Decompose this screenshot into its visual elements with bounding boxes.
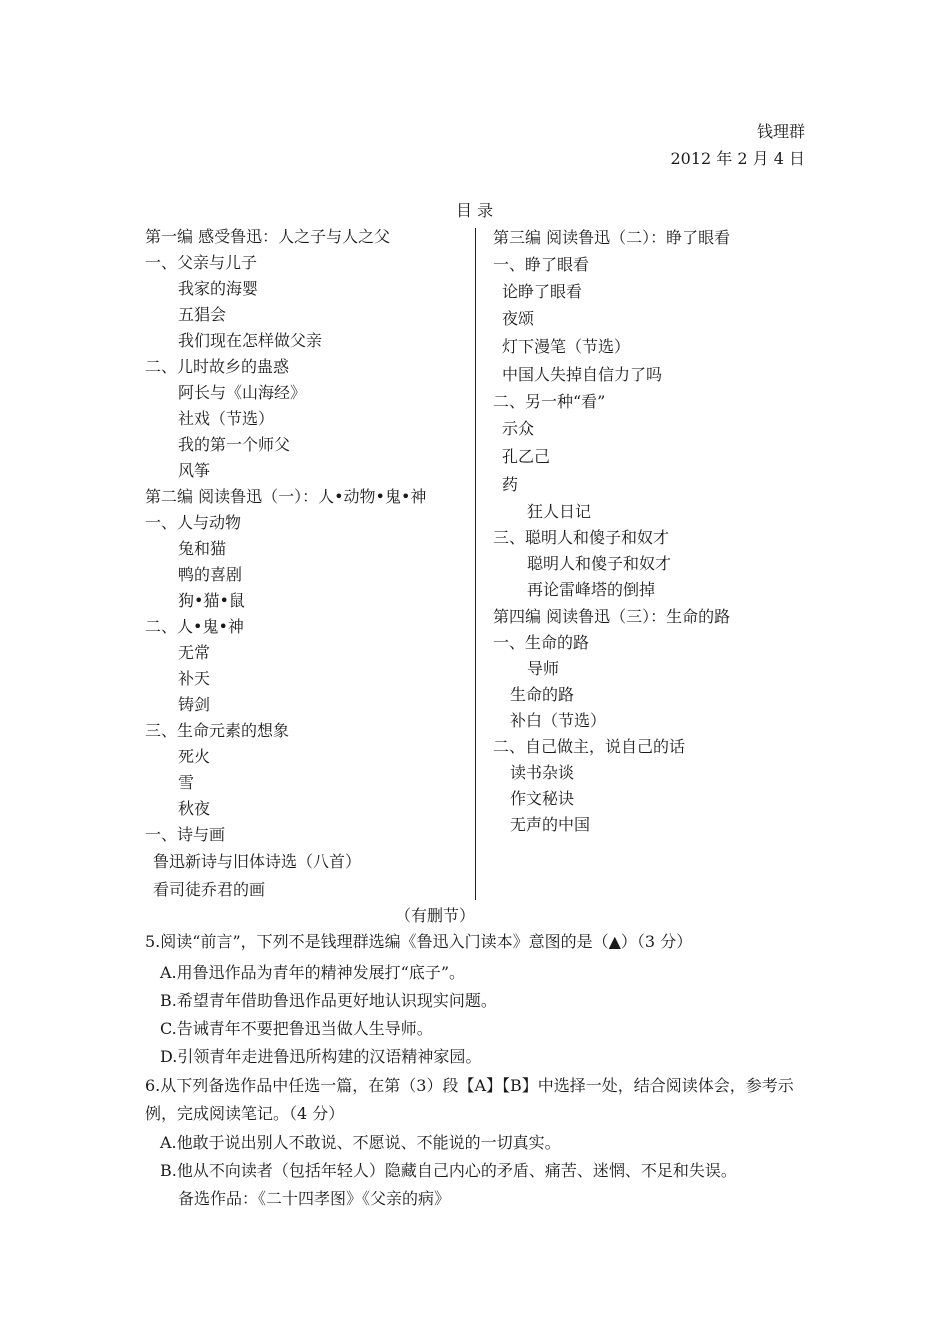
toc-entry: 雪 bbox=[178, 773, 195, 792]
toc-entry: 风筝 bbox=[178, 461, 211, 480]
question-5-stem: 5.阅读“前言”，下列不是钱理群选编《鲁迅入门读本》意图的是（▲）（3 分） bbox=[145, 932, 693, 951]
toc-part-heading: 第四编 阅读鲁迅（三）：生命的路 bbox=[493, 607, 731, 626]
toc-section: 三、聪明人和傻子和奴才 bbox=[493, 528, 670, 547]
toc-entry: 我们现在怎样做父亲 bbox=[178, 331, 323, 350]
toc-part-heading: 第二编 阅读鲁迅（一）：人•动物•鬼•神 bbox=[145, 487, 427, 506]
toc-entry: 孔乙己 bbox=[502, 447, 551, 466]
toc-entry: 铸剑 bbox=[178, 695, 211, 714]
toc-entry: 无常 bbox=[178, 643, 211, 662]
toc-entry: 兔和猫 bbox=[178, 539, 227, 558]
toc-entry: 灯下漫笔（节选） bbox=[502, 337, 631, 356]
toc-entry: 无声的中国 bbox=[510, 815, 591, 834]
toc-entry: 示众 bbox=[502, 419, 535, 438]
toc-entry: 论睁了眼看 bbox=[502, 282, 583, 301]
question-6-stem-line-1: 6.从下列备选作品中任选一篇，在第（3）段【A】【B】中选择一处，结合阅读体会，参考示 bbox=[145, 1076, 794, 1095]
toc-entry: 鲁迅新诗与旧体诗选（八首） bbox=[153, 852, 362, 871]
toc-entry: 鸭的喜剧 bbox=[178, 565, 243, 584]
toc-section: 一、诗与画 bbox=[145, 825, 226, 844]
question-5-option-a: A.用鲁迅作品为青年的精神发展打“底子”。 bbox=[160, 963, 466, 982]
toc-entry: 夜颂 bbox=[502, 309, 535, 328]
toc-entry: 狂人日记 bbox=[527, 502, 592, 521]
toc-section: 三、生命元素的想象 bbox=[145, 721, 290, 740]
toc-entry: 五猖会 bbox=[178, 305, 227, 324]
toc-entry: 狗•猫•鼠 bbox=[178, 591, 245, 610]
toc-section: 一、父亲与儿子 bbox=[145, 253, 258, 272]
toc-entry: 导师 bbox=[527, 659, 560, 678]
abridged-note: （有删节） bbox=[395, 906, 476, 925]
toc-entry: 再论雷峰塔的倒掉 bbox=[527, 580, 656, 599]
question-5-option-d: D.引领青年走进鲁迅所构建的汉语精神家园。 bbox=[160, 1047, 482, 1066]
toc-entry: 作文秘诀 bbox=[510, 789, 575, 808]
question-6-option-a: A.他敢于说出别人不敢说、不愿说、不能说的一切真实。 bbox=[160, 1133, 561, 1152]
question-6-stem-line-2: 例，完成阅读笔记。（4 分） bbox=[145, 1104, 345, 1123]
toc-entry: 读书杂谈 bbox=[510, 763, 575, 782]
toc-entry: 补天 bbox=[178, 669, 211, 688]
toc-title: 目 录 bbox=[456, 201, 494, 220]
author-name: 钱理群 bbox=[756, 122, 805, 141]
toc-part-heading: 第一编 感受鲁迅：人之子与人之父 bbox=[145, 227, 391, 246]
toc-entry: 我的第一个师父 bbox=[178, 435, 291, 454]
toc-section: 一、生命的路 bbox=[493, 633, 590, 652]
toc-entry: 秋夜 bbox=[178, 799, 211, 818]
toc-entry: 补白（节选） bbox=[510, 711, 607, 730]
column-divider bbox=[475, 228, 476, 900]
toc-section: 二、自己做主，说自己的话 bbox=[493, 737, 686, 756]
toc-section: 二、儿时故乡的蛊惑 bbox=[145, 357, 290, 376]
toc-section: 二、另一种“看” bbox=[493, 392, 606, 411]
toc-section: 一、人与动物 bbox=[145, 513, 242, 532]
toc-part-heading: 第三编 阅读鲁迅（二）：睁了眼看 bbox=[493, 228, 731, 247]
toc-entry: 社戏（节选） bbox=[178, 409, 275, 428]
question-6-option-b: B.他从不向读者（包括年轻人）隐藏自己内心的矛盾、痛苦、迷惘、不足和失误。 bbox=[160, 1161, 737, 1180]
toc-entry: 药 bbox=[502, 475, 519, 494]
question-5-option-b: B.希望青年借助鲁迅作品更好地认识现实问题。 bbox=[160, 991, 497, 1010]
toc-entry: 死火 bbox=[178, 747, 211, 766]
question-6-candidates: 备选作品：《二十四孝图》《父亲的病》 bbox=[178, 1189, 451, 1208]
toc-entry: 看司徒乔君的画 bbox=[153, 880, 266, 899]
toc-entry: 聪明人和傻子和奴才 bbox=[527, 554, 672, 573]
toc-entry: 阿长与《山海经》 bbox=[178, 383, 307, 402]
date-line: 2012 年 2 月 4 日 bbox=[670, 149, 805, 168]
toc-entry: 中国人失掉自信力了吗 bbox=[502, 365, 663, 384]
toc-entry: 生命的路 bbox=[510, 685, 575, 704]
toc-section: 一、睁了眼看 bbox=[493, 255, 590, 274]
toc-entry: 我家的海婴 bbox=[178, 279, 259, 298]
toc-section: 二、人•鬼•神 bbox=[145, 617, 244, 636]
question-5-option-c: C.告诫青年不要把鲁迅当做人生导师。 bbox=[160, 1019, 433, 1038]
